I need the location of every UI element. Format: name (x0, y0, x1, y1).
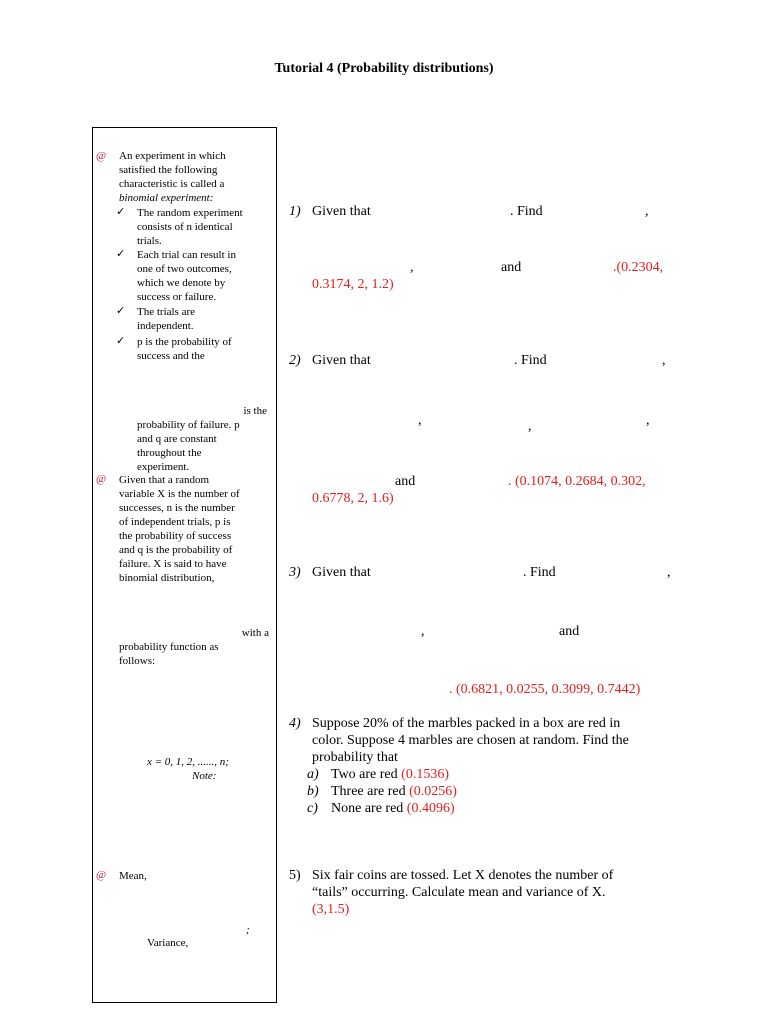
variance-label: Variance, (147, 937, 189, 949)
q4-b (331, 783, 457, 800)
sidebar-line: characteristic is called a (119, 178, 225, 190)
q5-text (312, 867, 613, 918)
q4-a (331, 766, 449, 783)
q2-comma: , (418, 413, 422, 428)
sidebar-line: the probability of success (119, 530, 232, 542)
sidebar-line: Each trial can result in (137, 249, 236, 261)
sidebar-line: and q is the probability of (119, 544, 233, 556)
q5-answer: (3,1.5) (312, 902, 350, 917)
q1-find: . Find (510, 204, 543, 219)
check-icon: ✓ (116, 206, 126, 218)
q4-a-answer: (0.1536) (401, 767, 449, 782)
bullet-icon: @ (96, 869, 107, 881)
sidebar-line: probability of failure. p (137, 419, 240, 431)
sidebar-line: The random experiment (137, 207, 243, 219)
q4-c-label: c) (307, 801, 318, 816)
sidebar-line: success and the (137, 350, 205, 362)
sidebar-line: which we denote by (137, 277, 226, 289)
question-number: 3) (289, 565, 301, 580)
sidebar-line: binomial distribution, (119, 572, 215, 584)
check-icon: ✓ (116, 335, 126, 347)
q2-answer: . (0.1074, 0.2684, 0.302, (508, 474, 646, 489)
note-label: Note: (192, 770, 217, 782)
sidebar-line: trials. (137, 235, 162, 247)
q4-a-text: Two are red (331, 767, 398, 782)
q3-find: . Find (523, 565, 556, 580)
q3-given: Given that (312, 565, 371, 580)
sidebar-line: successes, n is the number (119, 502, 235, 514)
question-number: 2) (289, 353, 301, 368)
sidebar-line: is the (243, 405, 267, 417)
q4-b-answer: (0.0256) (409, 784, 457, 799)
mean-label: Mean, (119, 870, 147, 882)
question-number: 5) (289, 868, 301, 883)
q2-answer: 0.6778, 2, 1.6) (312, 491, 394, 506)
sidebar-binomial-definition (119, 473, 240, 585)
q4-b-text: Three are red (331, 784, 406, 799)
q1-and: and (501, 260, 522, 275)
sidebar-line: follows: (119, 655, 156, 667)
sidebar-line: experiment. (137, 461, 190, 473)
sidebar-line: one of two outcomes, (137, 263, 232, 275)
sidebar-line: of independent trials, p is (119, 516, 231, 528)
q2-comma: , (646, 413, 650, 428)
sidebar-line: variable X is the number of (119, 488, 240, 500)
q4-text (312, 715, 629, 766)
sidebar-line: p is the probability of (137, 336, 232, 348)
q3-answer: . (0.6821, 0.0255, 0.3099, 0.7442) (449, 682, 641, 697)
sidebar-line: The trials are (137, 306, 196, 318)
sidebar-criterion (137, 206, 243, 248)
bullet-icon: @ (96, 150, 107, 162)
q2-given: Given that (312, 353, 371, 368)
q5-line: Six fair coins are tossed. Let X denotes the number of (312, 868, 614, 883)
sidebar-line: binomial experiment: (119, 192, 214, 204)
q4-c-text: None are red (331, 801, 404, 816)
sidebar-line: probability function as (119, 641, 219, 653)
q2-find: . Find (514, 353, 547, 368)
q4-b-label: b) (307, 784, 319, 799)
sidebar-line: with a (241, 627, 269, 639)
sidebar-failure-definition (137, 404, 267, 474)
q5-line: “tails” occurring. Calculate mean and variance of X. (312, 885, 606, 900)
sidebar-probability-function (119, 626, 269, 668)
q1-answer: 0.3174, 2, 1.2) (312, 277, 394, 292)
bullet-icon: @ (96, 473, 107, 485)
q3-comma: , (421, 624, 425, 639)
sidebar-line: failure. X is said to have (119, 558, 227, 570)
q4-a-label: a) (307, 767, 319, 782)
q4-line: Suppose 20% of the marbles packed in a box are red in (312, 716, 621, 731)
sidebar-line: and q are constant (137, 433, 217, 445)
q3-comma: , (667, 565, 671, 580)
q2-comma: , (528, 419, 532, 434)
q1-comma: , (410, 260, 414, 275)
q3-and: and (559, 624, 580, 639)
sidebar-intro (119, 149, 226, 205)
sidebar-criterion (137, 305, 195, 333)
sidebar-line: Given that a random (119, 474, 210, 486)
page-title: Tutorial 4 (Probability distributions) (274, 61, 494, 76)
question-number: 1) (289, 204, 301, 219)
q1-given: Given that (312, 204, 371, 219)
q4-c (331, 800, 455, 817)
q1-answer: .(0.2304, (613, 260, 664, 275)
q1-comma: , (645, 204, 649, 219)
check-icon: ✓ (116, 248, 126, 260)
sidebar-criterion (137, 248, 236, 304)
sidebar-line: consists of n identical (137, 221, 233, 233)
q2-comma: , (662, 353, 666, 368)
check-icon: ✓ (116, 305, 126, 317)
q4-c-answer: (0.4096) (406, 801, 455, 816)
sidebar-line: independent. (137, 320, 194, 332)
sidebar-line: throughout the (137, 447, 202, 459)
q2-and: and (395, 474, 416, 489)
sidebar-criterion (137, 335, 232, 363)
q4-line: color. Suppose 4 marbles are chosen at random. Find the (312, 733, 629, 748)
sidebar-line: An experiment in which (119, 150, 226, 162)
semicolon: ; (246, 924, 250, 936)
q4-line: probability that (312, 750, 398, 765)
x-range: x = 0, 1, 2, ......, n; (147, 756, 229, 768)
question-number: 4) (289, 716, 301, 731)
sidebar-line: success or failure. (137, 291, 217, 303)
sidebar-line: satisfied the following (119, 164, 218, 176)
